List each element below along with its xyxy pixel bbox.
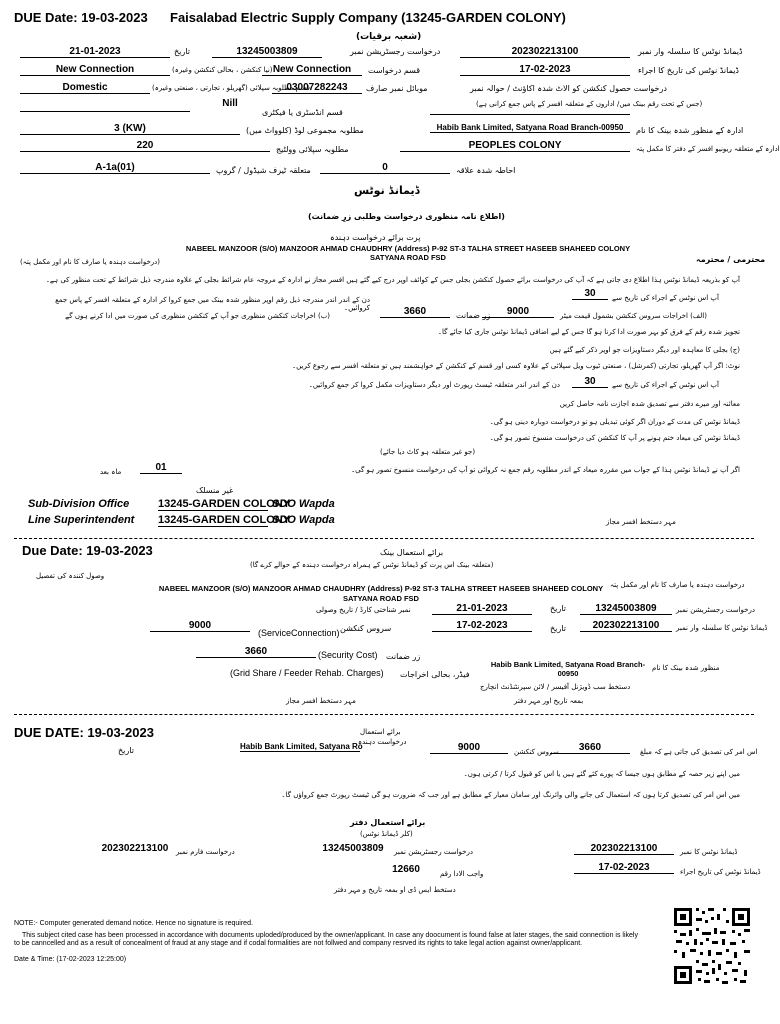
office-dn-label: ڈیمانڈ نوٹس کا نمبر xyxy=(680,848,738,856)
office-sign: دستخط ایس ڈی او بمعہ تاریخ و مہر دفتر xyxy=(334,886,456,894)
sdo-label: Sub-Division Office xyxy=(28,498,130,510)
voltage-value: 220 xyxy=(20,140,270,152)
bank-reg-label: درخواست رجسٹریشن نمبر xyxy=(676,606,755,614)
months-label: ماہ بعد xyxy=(100,468,122,476)
bank-cert-label: نمبر شناختی کارڈ / تاریخ وصولی xyxy=(316,606,411,614)
industry-label: قسم انڈسٹری یا فیکٹری xyxy=(262,108,343,117)
bank-applicant-label: درخواست دہندہ یا صارف کا نام اور مکمل پتہ xyxy=(610,581,745,589)
closing: غیر منسلک xyxy=(196,486,234,495)
bank-reg-number: 13245003809 xyxy=(580,603,672,615)
mobile-number: 03007282243 xyxy=(272,82,362,94)
para-2b: دن کے اندر اندر مندرجہ ذیل رقم اوپر منظور شدہ بینک میں جمع کروا کر ادارہ کے متعلقہ افسر کے پاس جمع کروائیں۔ xyxy=(55,296,370,312)
bank-copy-title: برائے استعمال بینک xyxy=(380,548,444,557)
blank-line xyxy=(430,113,630,115)
covered-area: 0 xyxy=(320,162,450,174)
para-7: معائنہ اور میرے دفتر سے تصدیق شدہ اجازت نامہ حاصل کریں xyxy=(559,400,740,408)
bank-service-ur: سروس کنکشن xyxy=(340,624,392,633)
para-6b: دن کے اندر اندر متعلقہ ٹیسٹ رپورٹ اور دیگر دستاویزات مکمل کروا کر جمع کروائیں۔ xyxy=(308,381,560,389)
para-5: (ج) بجلی کا معاہدہ اور دیگر دستاویزات جو اوپر ذکر کیے گئے ہیں xyxy=(549,346,740,354)
ls-value: 13245-GARDEN COLONY xyxy=(158,514,291,526)
bank-service-charge: 9000 xyxy=(150,620,250,632)
office-form-number: 202302213100 xyxy=(101,843,169,854)
office-issue-label: ڈیمانڈ نوٹس کی تاریخ اجراء xyxy=(680,868,761,876)
bank-date-2: 17-02-2023 xyxy=(432,620,532,632)
sdo-suffix: SDO Wapda xyxy=(272,498,335,510)
load-label: مطلوبہ مجموعی لوڈ (کلوواٹ میں) xyxy=(246,126,364,135)
bank-date2-label: تاریخ xyxy=(550,624,566,633)
bank-due-date: Due Date: 19-03-2023 xyxy=(22,543,153,558)
para-9: ڈیمانڈ نوٹس کی میعاد ختم ہونے پر آپ کا کنکشن کی درخواست منسوخ تصور ہو گی۔ xyxy=(489,434,740,442)
office-copy-title: برائے استعمال xyxy=(360,728,401,736)
ls-suffix: SDO Wapda xyxy=(272,514,335,526)
office-date-label: تاریخ xyxy=(118,746,134,755)
para-9b: (جو غیر متعلقہ ہو کاٹ دیا جائے) xyxy=(380,448,476,456)
bank-security-ur: زر ضمانت xyxy=(386,652,421,661)
security-label: زر ضمانت xyxy=(456,311,491,320)
office-due-date: DUE DATE: 19-03-2023 xyxy=(14,725,154,740)
footer-note-1: NOTE:- Computer generated demand notice. Hence no signature is required. xyxy=(14,920,253,927)
office-title: برائے استعمال دفتر xyxy=(350,818,426,827)
bank-copy-subtitle: (متعلقہ بینک اس پرت کو ڈیمانڈ نوٹس کے ہمراہ درخواست دہندہ کے حوالے کرے گا) xyxy=(250,561,494,569)
office-l2: میں اپنے زیر حصہ کے مطابق ہوں جیسا کہ پورے کئے گئے ہیں یا اس کو قبول کرتا / کرتی ہوں۔ xyxy=(463,770,740,778)
qr-code-graphic xyxy=(672,906,752,986)
receiver-details: وصول کنندہ کی تفصیل xyxy=(36,572,105,580)
office-sub: (کلر ڈیمانڈ نوٹس) xyxy=(360,830,413,838)
due-date: DUE Date: 19-03-2023 xyxy=(14,10,148,25)
mobile-number-label: موبائل نمبر صارف xyxy=(366,84,428,93)
bank-label: ادارہ کے منظور شدہ بینک کا نام xyxy=(636,126,744,135)
office-dn-number: 202302213100 xyxy=(574,843,674,855)
form-date-label: تاریخ xyxy=(174,47,190,56)
registration-number: 13245003809 xyxy=(212,46,322,58)
bank-date: 21-01-2023 xyxy=(432,603,532,615)
tariff-schedule: A-1a(01) xyxy=(20,162,210,174)
demand-notice-number: 202302213100 xyxy=(460,46,630,58)
office-l3: میں اس امر کی تصدیق کرتا ہوں کہ استعمال کی جانے والی وائرنگ اور سامان معیار کے مطابق ہے اور جب کہ ضرورت ہو گی ٹیسٹ رپورٹ جمع کرواؤں گا۔ xyxy=(281,791,740,799)
bank-sign-2: بمعہ تاریخ اور مہر دفتر xyxy=(514,697,584,705)
para-10: اگر آپ نے ڈیمانڈ نوٹس ہذا کے جواب میں مقررہ میعاد کے اندر مطلوبہ رقم جمع نہ کروائی تو آپ کی درخواست منسوخ تصور ہو گی۔ xyxy=(351,466,740,474)
office-bank: Habib Bank Limited, Satyana Ro xyxy=(240,742,363,751)
office-l1: اس امر کی تصدیق کی جاتی ہے کہ مبلغ xyxy=(640,748,758,756)
tariff-schedule-label: متعلقہ ٹیرف شیڈول / گروپ xyxy=(216,166,311,175)
issue-date-label: ڈیمانڈ نوٹس کی تاریخ کا اجراء xyxy=(638,66,739,75)
bank-security-amount: 3660 xyxy=(196,646,316,658)
footer-note-2: This subject cited case has been processed in accordance with documents uploded/produced by the owner/applicant. In case any doocument is found false at later stages, the said connection is likely to be canncelled and as a result of concealment of fraud at any stage and if codal formalities are not follwed and company resrved its rights to take legal action against owner/applicant. xyxy=(14,932,638,947)
office-service-ur: سروس کنکشن xyxy=(514,748,559,756)
applicant-address: NABEEL MANZOOR (S/O) MANZOOR AHMAD CHAUDHRY (Address) P-92 ST-3 TALHA STREET HASEEB SHAHEED COLONY SATYANA ROAD FSD xyxy=(185,244,631,262)
para-3: (الف) اخراجات سروس کنکشن بشمول قیمت میٹر xyxy=(560,312,707,320)
para-2: آپ اس نوٹس کے اجراء کی تاریخ سے xyxy=(612,294,719,302)
office-reg-label: درخواست رجسٹریشن نمبر xyxy=(394,848,473,856)
application-type: New Connection xyxy=(20,64,170,76)
office-security: 3660 xyxy=(550,742,630,754)
application-type-label: قسم درخواست xyxy=(368,66,421,75)
note-1: نوٹ: اگر آپ گھریلو، تجارتی (کمرشل) ، صنعتی ٹیوب ویل سپلائی کے علاوہ کسی اور قسم کے کنکشن کے خواہشمند ہیں تو متعلقہ افسر سے رجوع کریں۔ xyxy=(292,362,740,370)
demand-notice-number-label: ڈیمانڈ نوٹس کا سلسلہ وار نمبر xyxy=(638,47,743,56)
office-address: PEOPLES COLONY xyxy=(400,140,630,152)
bank-stamp: مہر دستخط افسر مجاز xyxy=(286,697,356,705)
bank-sign: دستخط سب ڈویژنل آفیسر / لائن سپرنٹنڈنٹ انچارج xyxy=(480,683,631,691)
blank-line xyxy=(20,110,190,112)
bank-date-label: تاریخ xyxy=(550,604,566,613)
covered-area-label: احاطہ شدہ علاقہ xyxy=(456,166,516,175)
ls-label: Line Superintendent xyxy=(28,514,135,526)
office-copy-sub: درخواست دہندہ xyxy=(358,738,407,746)
account-hint: (جس کے تحت رقم بینک میں/ اداروں کے متعلقہ افسر کے پاس جمع کرانی ہے) xyxy=(476,100,703,108)
form-date: 21-01-2023 xyxy=(20,46,170,58)
voltage-label: مطلوبہ سپلائی وولٹیج xyxy=(276,145,349,154)
tariff-type: Domestic xyxy=(20,82,150,94)
bank-approved-bank: Habib Bank Limited, Satyana Road Branch-00950 xyxy=(490,660,646,678)
bank-name: Habib Bank Limited, Satyana Road Branch-00950 xyxy=(430,123,630,133)
bank-approved-bank-label: منظور شدہ بینک کا نام xyxy=(652,664,720,672)
notice-title: ڈیمانڈ نوٹس xyxy=(354,184,420,197)
days-value: 30 xyxy=(572,288,608,300)
bank-service-label: (ServiceConnection) xyxy=(258,628,340,638)
tariff-type-label: قسم مطلوبہ سپلائی (گھریلو ، تجارتی ، صنعتی وغیرہ) xyxy=(152,84,311,92)
application-type-2: New Connection xyxy=(262,64,362,76)
office-amount-label: واجب الادا رقم xyxy=(440,870,484,878)
separator xyxy=(14,714,754,715)
para-1: آپ کو بذریعہ ڈیمانڈ نوٹس ہذا اطلاع دی جاتی ہے کہ آپ کی درخواست برائے حصول کنکشن بجلی جس کے کوائف اوپر درج کیے گئے ہیں افسر مجاز نے ادارہ کے مروجہ عام شرائط بجلی کے علاوہ مندرجہ ذیل شرائط کے تحت منظور کی ہے۔ xyxy=(45,276,740,284)
para-4: تجویز شدہ رقم کے فرق کو بہر صورت ادا کرنا ہو گا جس کے لیے اضافی ڈیمانڈ نوٹس جاری کیا جائے گا۔ xyxy=(437,328,740,336)
office-address-label: ادارہ کے متعلقہ ریونیو افسر کے دفتر کا مکمل پتہ xyxy=(636,145,780,153)
account-label: درخواست حصول کنکشن کو الاٹ شدہ اکاؤنٹ / حوالہ نمبر xyxy=(470,84,667,93)
office-service-charge: 9000 xyxy=(430,742,508,754)
notice-subtitle: (اطلاع نامہ منظوری درخواست وطلبی زرِ ضمانت) xyxy=(308,212,505,221)
sdo-value: 13245-GARDEN COLONY xyxy=(158,498,291,510)
stamp-label: مہر دستخط افسر مجاز xyxy=(606,518,676,526)
bank-dn-label: ڈیمانڈ نوٹس کا سلسلہ وار نمبر xyxy=(676,624,768,632)
para-8: ڈیمانڈ نوٹس کی مدت کے دوران اگر کوئی تبدیلی ہو تو درخواست دوبارہ دینی ہو گی۔ xyxy=(489,418,740,426)
bank-dn-number: 202302213100 xyxy=(580,620,672,632)
address-label: پرت برائے درخواست دہندہ xyxy=(330,233,421,242)
para-6: آپ اس نوٹس کے اجراء کی تاریخ سے xyxy=(612,381,719,389)
load-value: 3 (KW) xyxy=(20,123,240,135)
issue-date: 17-02-2023 xyxy=(460,64,630,76)
footer-datetime: Date & Time: (17-02-2023 12:25:00) xyxy=(14,956,127,963)
office-form-label: درخواست فارم نمبر xyxy=(176,848,235,856)
bank-grid-ur: فیڈر، بحالی اخراجات xyxy=(400,670,470,679)
address-hint: (درخواست دہندہ یا صارف کا نام اور مکمل پتہ) xyxy=(20,258,160,266)
qr-code-icon xyxy=(672,906,752,986)
para-3b: (ب) اخراجات کنکشن منظوری جو آپ کے کنکشن منظوری کی صورت میں ادا کرنے ہوں گے xyxy=(65,312,330,320)
registration-number-label: درخواست رجسٹریشن نمبر xyxy=(350,47,441,56)
department: (شعبہ برقیات) xyxy=(356,32,422,42)
months-value: 01 xyxy=(140,462,182,474)
respected-label: محترمی / محترمہ xyxy=(696,255,766,264)
bank-applicant-address: NABEEL MANZOOR (S/O) MANZOOR AHMAD CHAUDHRY (Address) P-92 ST-3 TALHA STREET HASEEB SHAHEED COLONY SATYANA ROAD FSD xyxy=(158,584,604,603)
days-value-2: 30 xyxy=(572,376,608,388)
application-type-hint: (نیا کنکشن ، بحالی کنکشن وغیرہ) xyxy=(172,66,273,74)
bank-grid-label: (Grid Share / Feeder Rehab. Charges) xyxy=(230,668,384,678)
office-amount: 12660 xyxy=(392,864,420,875)
company-name: Faisalabad Electric Supply Company (13245-GARDEN COLONY) xyxy=(170,10,566,25)
separator xyxy=(14,538,754,539)
bank-security-label: (Security Cost) xyxy=(318,650,378,660)
office-issue-date: 17-02-2023 xyxy=(574,862,674,874)
office-reg-number: 13245003809 xyxy=(322,843,384,854)
service-charge: 9000 xyxy=(482,306,554,318)
industry-value: Nill xyxy=(222,98,238,109)
security-amount: 3660 xyxy=(380,306,450,318)
